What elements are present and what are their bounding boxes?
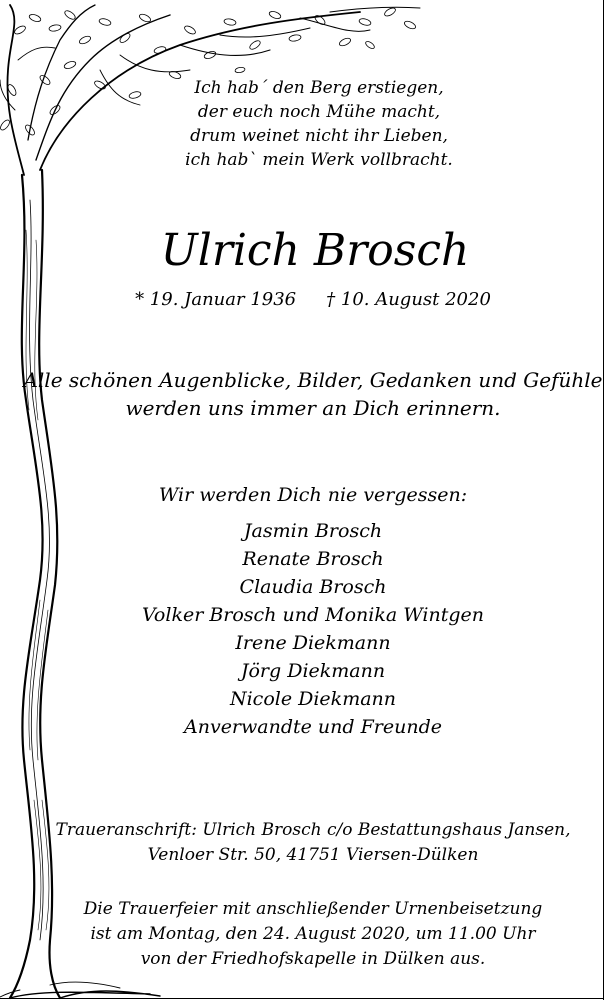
mourning-address-line: Venloer Str. 50, 41751 Viersen-Dülken: [147, 845, 479, 865]
ceremony-info-line: Die Trauerfeier mit anschließender Urnenbeisetzung: [83, 899, 543, 919]
ceremony-info-line: ist am Montag, den 24. August 2020, um 11.00 Uhr: [90, 924, 536, 944]
mourner-name: Jörg Diekmann: [240, 660, 386, 682]
ceremony-info-line: von der Friedhofskapelle in Dülken aus.: [140, 949, 486, 969]
verse-line: ich hab` mein Werk vollbracht.: [185, 150, 453, 170]
mourner-name: Anverwandte und Freunde: [184, 716, 442, 738]
life-dates: [10, 288, 606, 312]
memorial-quote-line: Alle schönen Augenblicke, Bilder, Gedanken und Gefühle: [23, 368, 603, 392]
mourners-intro: Wir werden Dich nie vergessen:: [158, 484, 468, 506]
mourning-address-line: Traueranschrift: Ulrich Brosch c/o Bestattungshaus Jansen,: [55, 820, 571, 840]
mourner-name: Volker Brosch und Monika Wintgen: [141, 604, 485, 626]
mourner-name: Renate Brosch: [242, 548, 384, 570]
verse-line: drum weinet nicht ihr Lieben,: [190, 126, 448, 146]
mourner-name: Jasmin Brosch: [243, 520, 383, 542]
memorial-quote-line: werden uns immer an Dich erinnern.: [125, 396, 501, 420]
verse-line: Ich hab´ den Berg erstiegen,: [194, 78, 444, 98]
deceased-name: Ulrich Brosch: [160, 225, 470, 276]
birth-date: * 19. Januar 1936: [135, 289, 297, 310]
mourner-name: Nicole Diekmann: [229, 688, 397, 710]
mourner-name: Claudia Brosch: [239, 576, 387, 598]
mourner-name: Irene Diekmann: [235, 632, 391, 654]
verse-line: der euch noch Mühe macht,: [197, 102, 441, 122]
death-date: † 10. August 2020: [326, 289, 491, 310]
